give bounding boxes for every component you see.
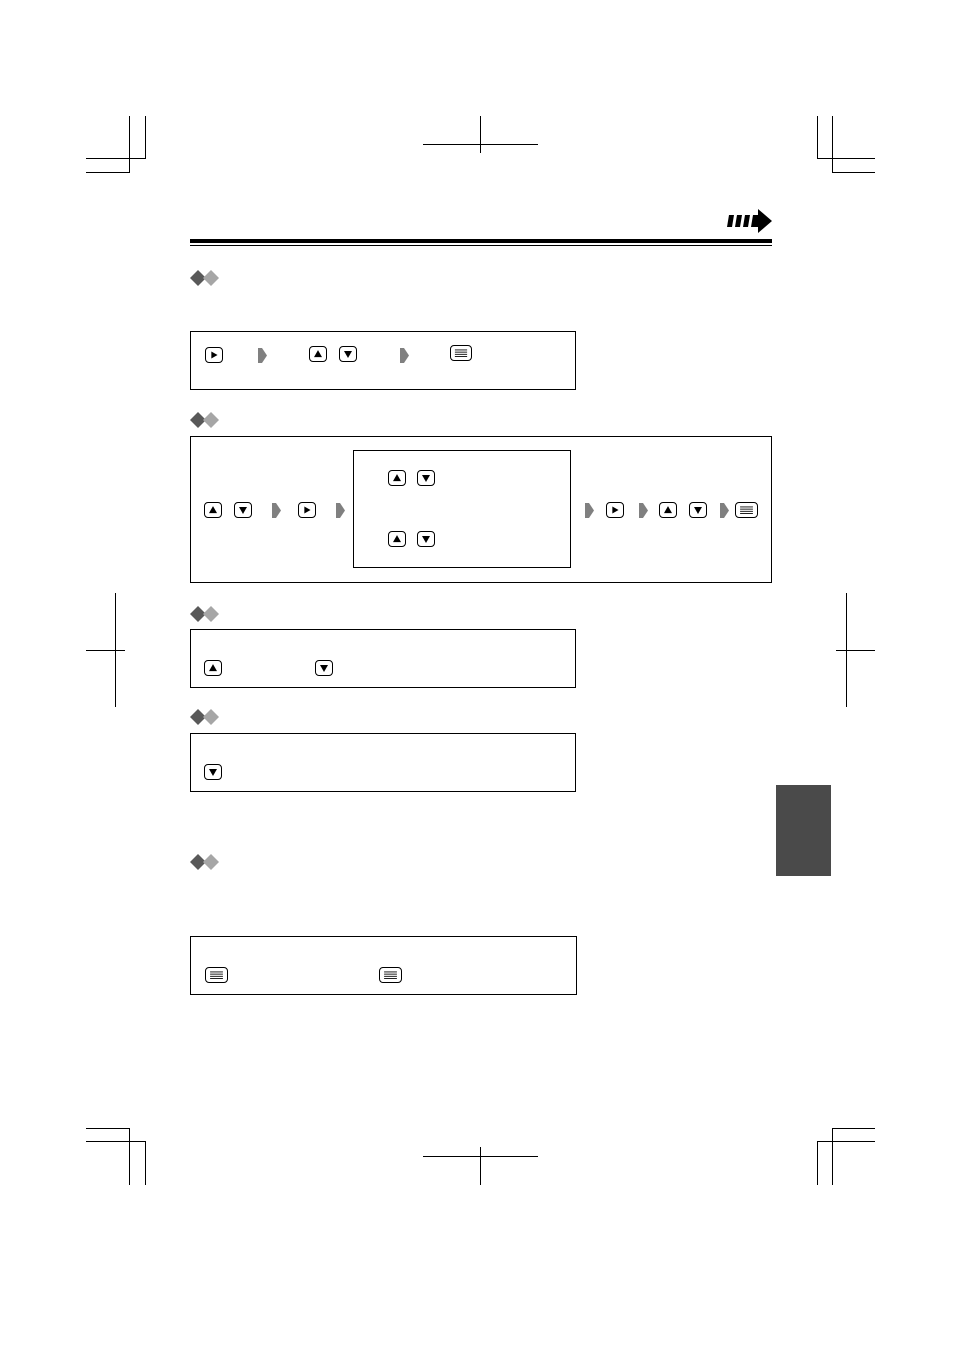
down-button-icon [417,470,435,486]
play-button-icon [205,347,223,363]
play-button-icon [298,502,316,518]
diamond-pair-icon [190,270,220,286]
step-arrow-icon [271,502,281,519]
procedure-box-1 [190,331,576,390]
up-button-icon [204,660,222,676]
play-button-icon [606,502,624,518]
step-arrow-icon [638,502,648,519]
diamond-pair-icon [190,412,220,428]
menu-button-icon [379,967,402,983]
up-button-icon [659,502,677,518]
up-button-icon [388,470,406,486]
menu-button-icon [735,502,758,518]
up-button-icon [388,531,406,547]
up-button-icon [204,502,222,518]
diamond-pair-icon [190,606,220,622]
menu-button-icon [205,967,228,983]
step-arrow-icon [257,347,267,364]
header-rule-thick [190,239,772,243]
up-button-icon [309,346,327,362]
menu-button-icon [450,345,472,361]
diamond-pair-icon [190,709,220,725]
down-button-icon [234,502,252,518]
step-arrow-icon [719,502,729,519]
step-arrow-icon [399,347,409,364]
step-arrow-icon [335,502,345,519]
next-page-arrow-icon [726,208,774,234]
down-button-icon [315,660,333,676]
step-arrow-icon [584,502,594,519]
section-tab [776,785,831,876]
procedure-box-4 [190,733,576,792]
down-button-icon [689,502,707,518]
header-rule-thin [190,245,772,246]
down-button-icon [204,764,222,780]
diamond-pair-icon [190,854,220,870]
procedure-box-3 [190,629,576,688]
procedure-box-5 [190,936,577,995]
down-button-icon [417,531,435,547]
down-button-icon [339,346,357,362]
